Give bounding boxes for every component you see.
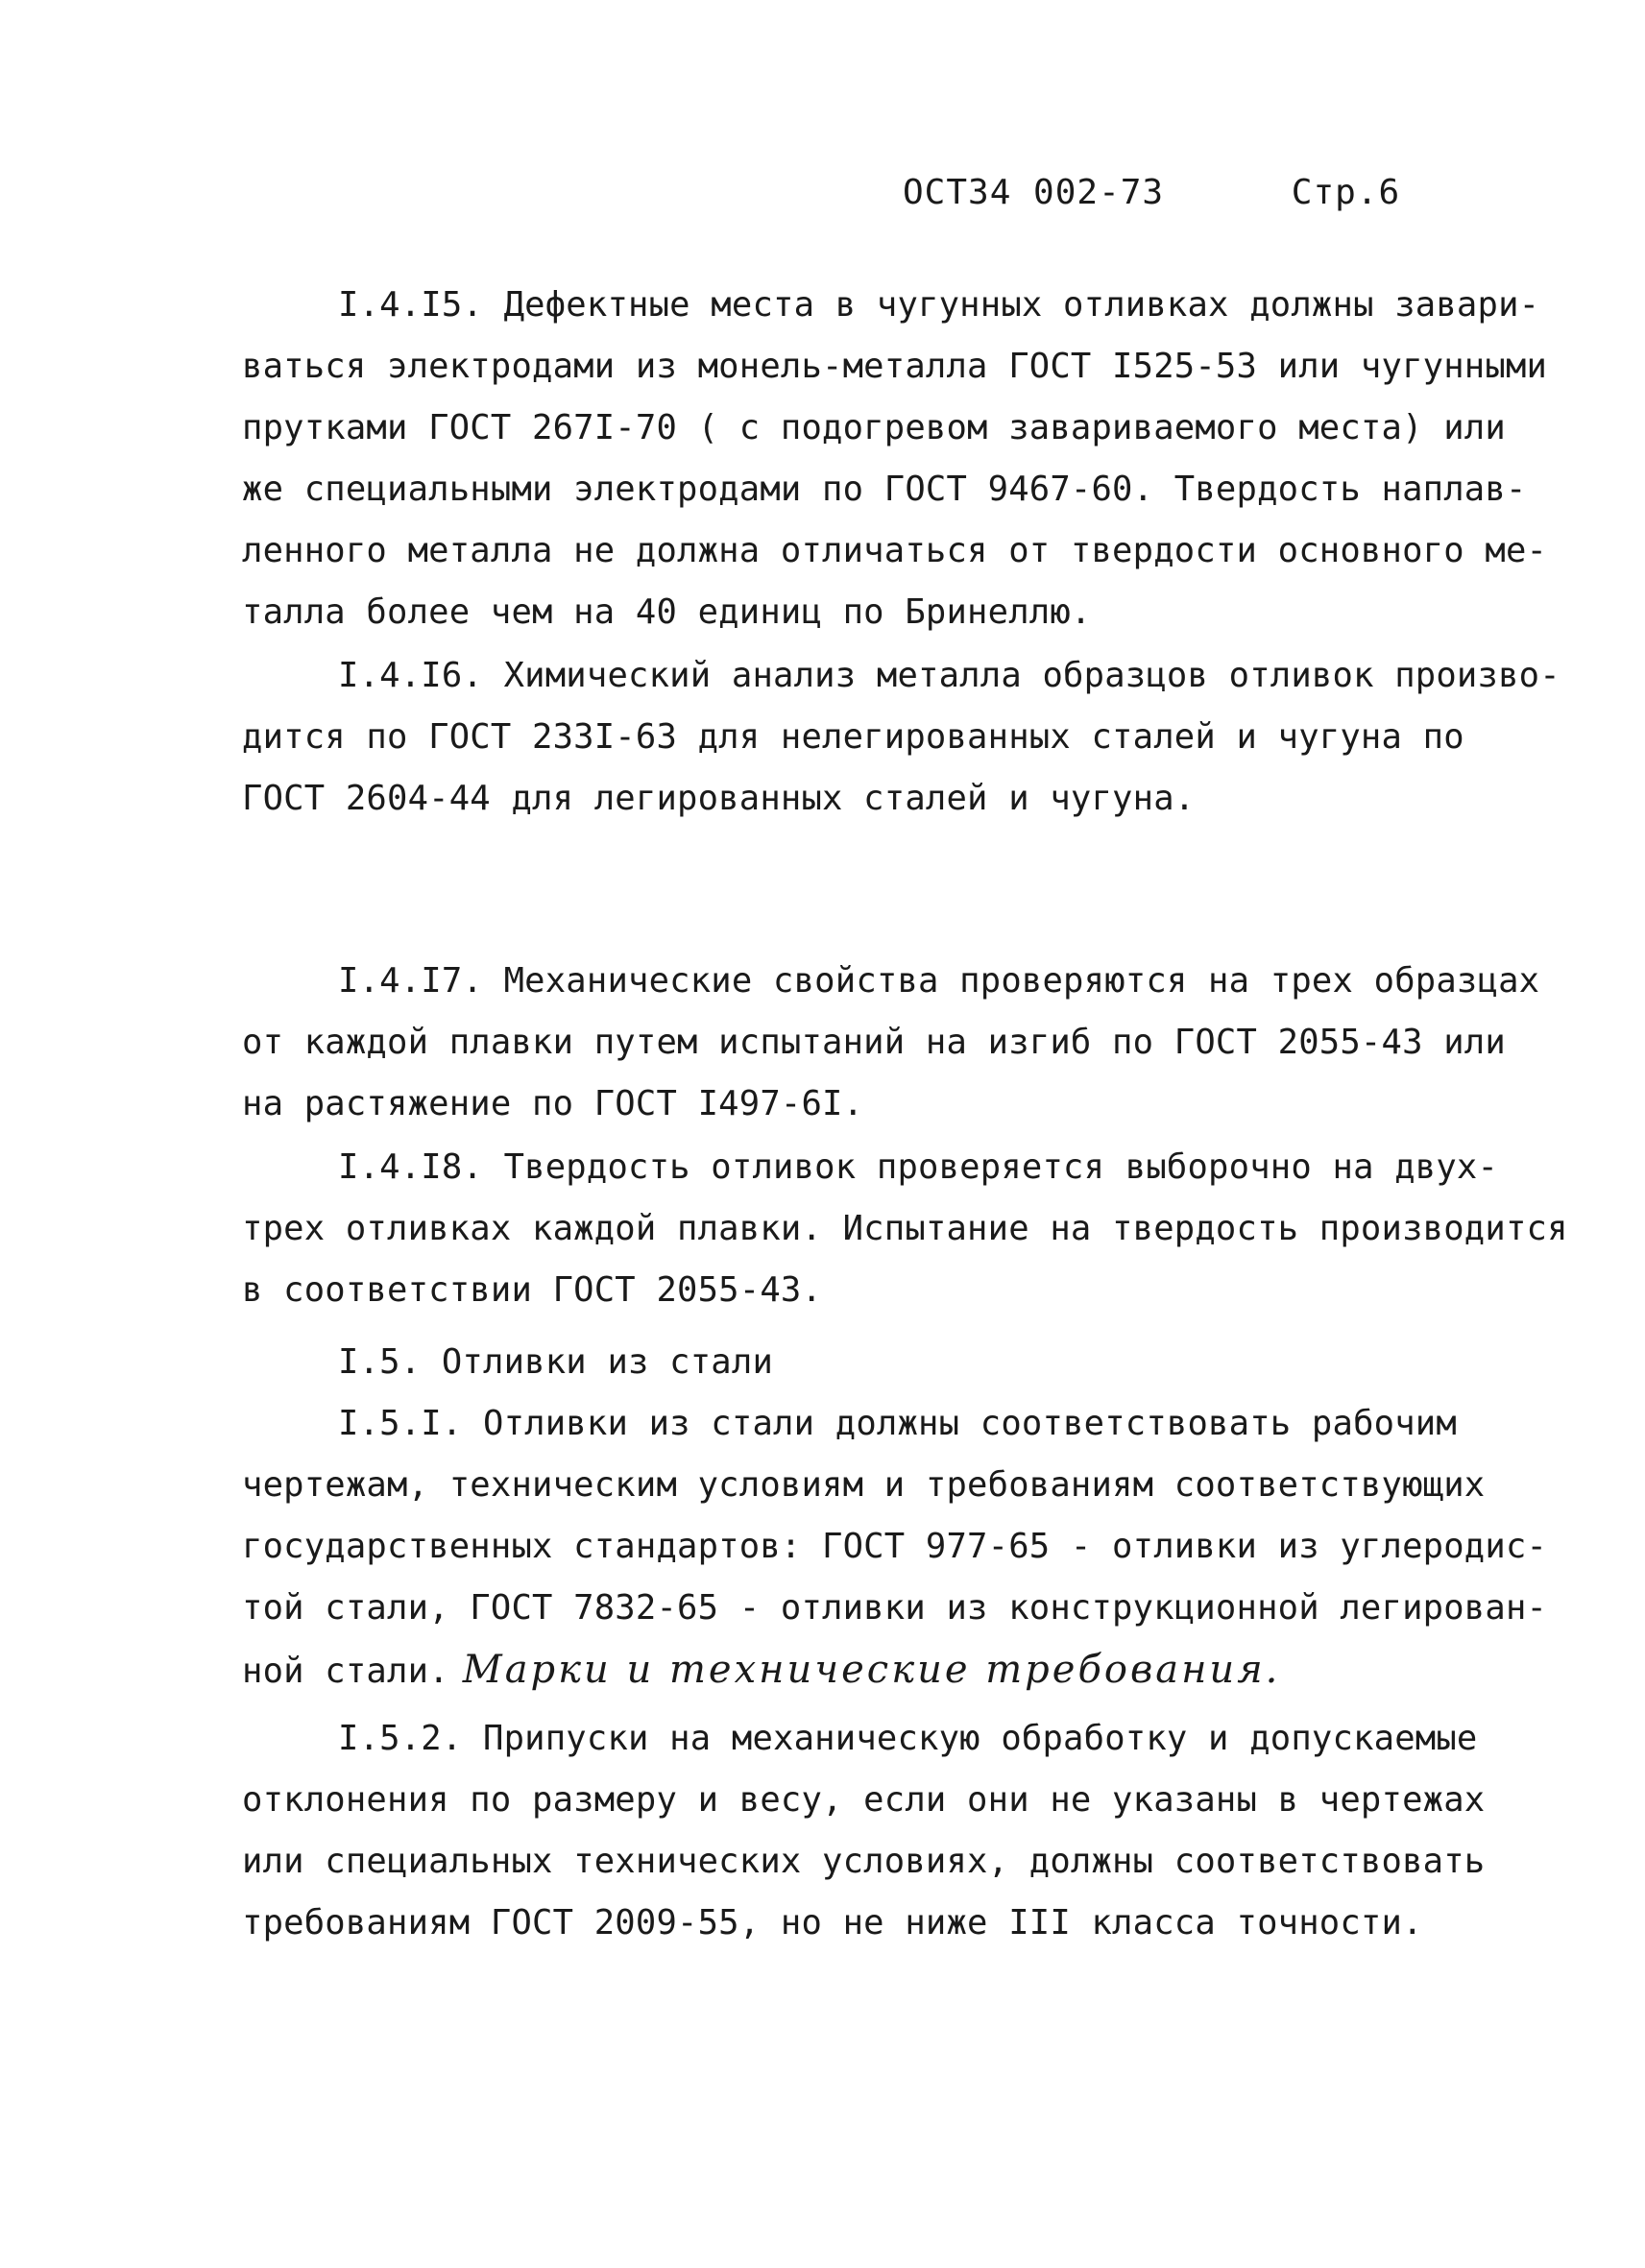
clause-1-4-16-line: I.4.I6. Химический анализ металла образцов отливок произво- [338,656,1560,695]
text-line: ваться электродами из монель-металла ГОСТ I525-53 или чугунными [242,347,1548,386]
clause-1-4-15-line: I.4.I5. Дефектные места в чугунных отливках должны завари- [338,285,1540,325]
text-line: трех отливках каждой плавки. Испытание на твердость производится [242,1209,1568,1248]
page-header [903,173,1400,212]
page-number: Стр.6 [1291,173,1401,212]
section-1-5-heading: I.5. Отливки из стали [338,1342,774,1382]
text-line: государственных стандартов: ГОСТ 977-65 - отливки из углеродис- [242,1527,1548,1566]
document-code: ОСТ34 002-73 [903,173,1165,212]
text-line: ГОСТ 2604-44 для легированных сталей и чугуна. [242,779,1196,818]
text-line: требованиям ГОСТ 2009-55, но не ниже III класса точности. [242,1903,1423,1942]
text-line: или специальных технических условиях, должны соответствовать [242,1842,1486,1881]
text-fragment: ной стали. [242,1652,449,1691]
text-line: талла более чем на 40 единиц по Бринеллю. [242,592,1092,632]
text-line: чертежам, техническим условиям и требованиям соответствующих [242,1465,1486,1505]
clause-1-5-2-line: I.5.2. Припуски на механическую обработку и допускаемые [338,1719,1478,1758]
text-line: прутками ГОСТ 267I-70 ( с подогревом завариваемого места) или [242,408,1506,447]
text-line: в соответствии ГОСТ 2055-43. [242,1270,823,1310]
text-line: дится по ГОСТ 233I-63 для нелегированных сталей и чугуна по [242,717,1464,757]
text-line: на растяжение по ГОСТ I497-6I. [242,1084,864,1123]
clause-1-4-17-line: I.4.I7. Механические свойства проверяются на трех образцах [338,961,1540,1001]
handwritten-note: Марки и технические требования. [462,1648,1281,1692]
clause-1-4-18-line: I.4.I8. Твердость отливок проверяется выборочно на двух- [338,1147,1499,1187]
text-line: ленного металла не должна отличаться от твердости основного ме- [242,531,1548,570]
text-line: той стали, ГОСТ 7832-65 - отливки из конструкционной легирован- [242,1588,1548,1628]
text-line-with-note [242,1648,1280,1692]
clause-1-5-1-line: I.5.I. Отливки из стали должны соответствовать рабочим [338,1404,1457,1443]
text-line: от каждой плавки путем испытаний на изгиб по ГОСТ 2055-43 или [242,1023,1506,1062]
text-line: же специальными электродами по ГОСТ 9467-60. Твердость наплав- [242,470,1527,509]
text-line: отклонения по размеру и весу, если они не указаны в чертежах [242,1780,1486,1820]
